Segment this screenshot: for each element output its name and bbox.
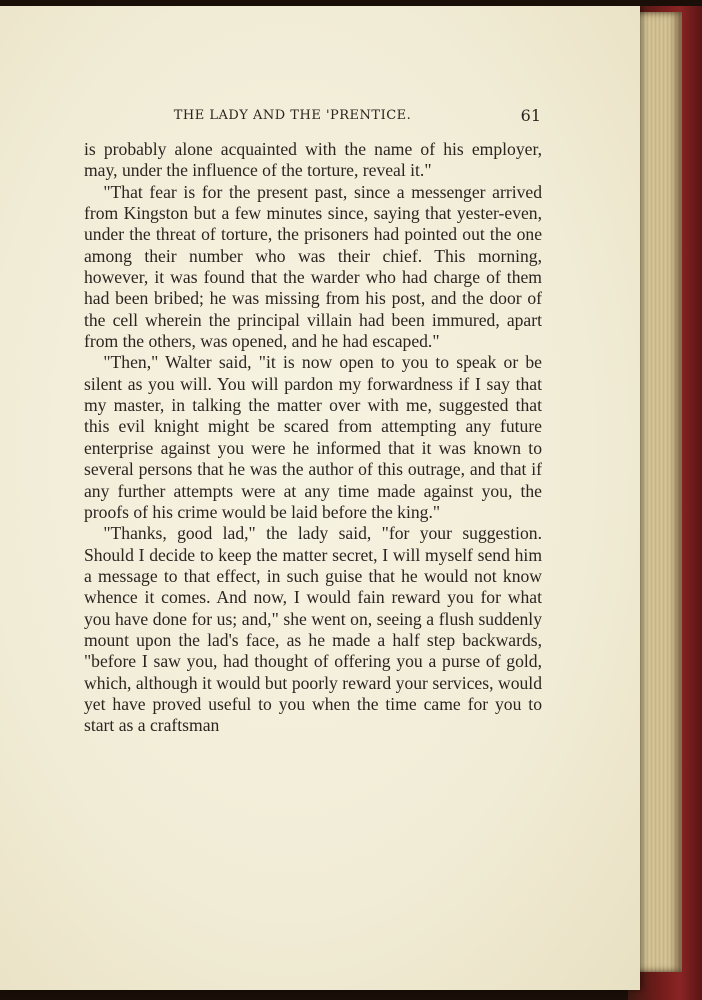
running-title: THE LADY AND THE 'PRENTICE. — [173, 108, 412, 123]
page-number: 61 — [520, 106, 541, 125]
body-text — [84, 139, 542, 737]
book-page — [0, 6, 640, 990]
scan-top-border — [0, 0, 702, 6]
running-head — [84, 106, 541, 130]
paragraph-2: "That fear is for the present past, since a messenger arrived from Kingston but a few minutes since, saying that yester-even, under the threat of torture, the prisoners had pointed out the one among their number who was their chief. This morning, however, it was found that the warder who had charge of them had been bribed; he was missing from his post, and the door of the cell wherein the principal villain had been immured, apart from the others, was opened, and he had escaped." — [84, 181, 542, 352]
paragraph-3: "Then," Walter said, "it is now open to you to speak or be silent as you will. You will pardon my forwardness if I say that my master, in talking the matter over with me, suggested that this evil knight might be scared from attempting any future enterprise against you were he informed that it was known to several persons that he was the author of this outrage, and that if any further attempts were at any time made against you, the proofs of his crime would be laid before the king." — [84, 352, 542, 522]
paragraph-4: "Thanks, good lad," the lady said, "for your suggestion. Should I decide to keep the matter secret, I will myself send him a message to that effect, in such guise that he would not know whence it comes. And now, I would fain reward you for what you have done for us; and," she went on, seeing a flush suddenly mount upon the lad's face, as he made a half step backwards, "before I saw you, had thought of offering you a purse of gold, which, although it would but poorly reward your services, would yet have proved useful to you when the time came for you to start as a craftsman — [84, 523, 542, 736]
paragraph-1: is probably alone acquainted with the name of his employer, may, under the influence of the torture, reveal it." — [84, 139, 542, 181]
